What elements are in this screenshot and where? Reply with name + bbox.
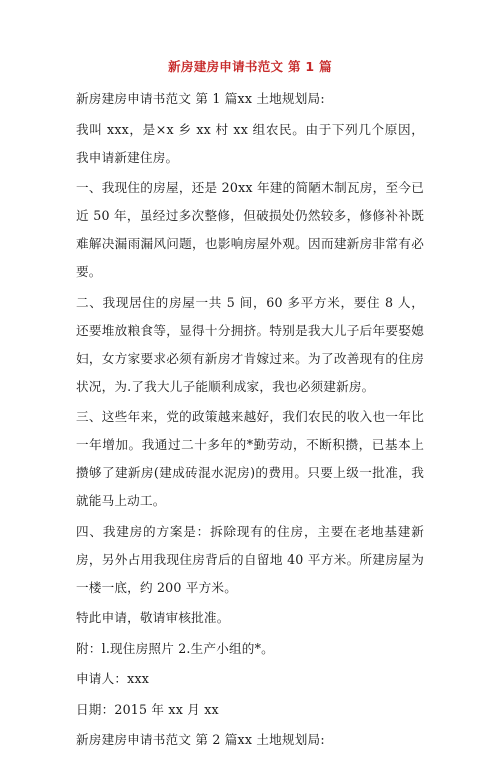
paragraph-plan: 四、我建房的方案是：拆除现有的住房，主要在老地基建新房，另外占用我现住房背后的自留地 40 平方米。所建房屋为一楼一底，约 200 平方米。 [76, 523, 424, 595]
paragraph-intro: 我叫 xxx，是×x 乡 xx 村 xx 组农民。由于下列几个原因，我申请新建住房。 [76, 121, 424, 165]
document-title: 新房建房申请书范文 第 1 篇 [168, 59, 332, 74]
paragraph-date: 日期：2015 年 xx 月 xx [76, 701, 219, 717]
paragraph-greeting: 新房建房申请书范文 第 1 篇xx 土地规划局: [76, 91, 325, 106]
paragraph-closing: 特此申请，敬请审核批准。 [76, 610, 230, 625]
paragraph-reason-2: 二、我现居住的房屋一共 5 间，60 多平方米，要住 8 人，还要堆放粮食等，显得十分拥挤。特别是我大儿子后年要娶媳妇，女方家要求必须有新房才肯嫁过来。为了改善现有的住房状况，为.了我大儿子能顺利成家，我也必须建新房。 [76, 294, 424, 394]
paragraph-next-sample: 新房建房申请书范文 第 2 篇xx 土地规划局: [76, 732, 325, 747]
paragraph-attachment: 附：l.现住房照片 2.生产小组的*。 [76, 640, 274, 656]
document-page [76, 58, 424, 757]
paragraph-applicant: 申请人：xxx [76, 671, 150, 686]
paragraph-reason-3: 三、这些年来，党的政策越来越好，我们农民的收入也一年比一年增加。我通过二十多年的*勤劳动，不断积攒，已基本上攒够了建新房(建成砖混水泥房)的费用。只要上级一批准，我就能马上动工。 [76, 409, 424, 508]
paragraph-reason-1: 一、我现住的房屋，还是 20xx 年建的简陋木制瓦房，至今已近 50 年，虽经过多次整修，但破损处仍然较多，修修补补既难解决漏雨漏风问题，也影响房屋外观。因而建新房非常有必要。 [76, 180, 424, 279]
